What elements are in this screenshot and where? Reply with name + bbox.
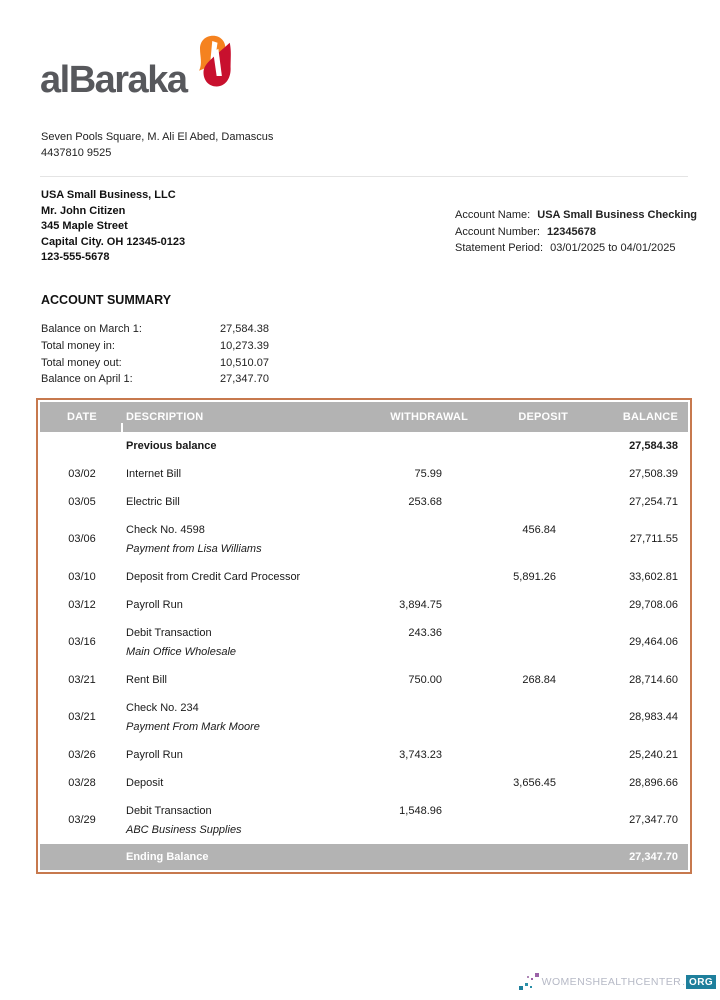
summary-row [41,321,381,338]
summary-value: 27,347.70 [220,373,269,386]
column-header-date: DATE [40,402,124,432]
transaction-withdrawal: 750.00 [408,673,442,686]
transaction-row [40,666,688,694]
empty-cell [40,432,124,460]
transaction-deposit [478,694,578,741]
account-info-row [455,224,697,241]
transaction-date: 03/06 [68,533,96,545]
transaction-deposit: 268.84 [522,673,556,686]
account-info-label: Statement Period: [455,242,544,254]
transactions-table [36,398,692,874]
customer-line: 123-555-5678 [41,251,110,263]
watermark-badge: ORG [686,975,716,989]
transaction-row [40,460,688,488]
transaction-row [40,619,688,666]
customer-address-block [41,188,185,266]
summary-value: 27,584.38 [220,323,269,335]
transaction-balance: 28,714.60 [629,673,678,686]
transaction-description: Check No. 234 [126,701,199,714]
previous-balance-row [40,432,688,460]
transaction-description-cell [124,769,358,797]
transaction-date: 03/21 [68,673,96,686]
account-info-row [455,240,697,257]
transaction-balance: 28,983.44 [629,711,678,723]
brand-logo [40,34,237,99]
transaction-row [40,741,688,769]
transaction-date: 03/16 [68,636,96,648]
transaction-withdrawal: 1,548.96 [399,804,442,817]
transaction-description: Debit Transaction [126,626,212,639]
transaction-withdrawal [358,769,478,797]
transaction-balance: 27,254.71 [629,495,678,508]
summary-row [41,338,381,355]
transaction-note: ABC Business Supplies [126,823,242,836]
transaction-date: 03/05 [68,495,96,508]
transaction-description-cell [124,619,358,666]
empty-cell [358,432,478,460]
account-info-value: USA Small Business Checking [537,209,698,221]
customer-line: Capital City. OH 12345-0123 [41,235,186,248]
transaction-description: Deposit [126,776,164,789]
transaction-description-cell [124,488,358,516]
transaction-withdrawal [358,563,478,591]
transaction-note: Main Office Wholesale [126,645,237,658]
transaction-deposit [478,741,578,769]
transaction-balance: 29,708.06 [629,598,678,611]
ending-balance-row [40,844,688,870]
transaction-date: 03/10 [68,570,96,583]
transaction-row [40,563,688,591]
transaction-balance: 27,347.70 [629,814,678,826]
transaction-balance: 33,602.81 [629,570,678,583]
transaction-description: Rent Bill [126,673,167,686]
transaction-row [40,769,688,797]
site-watermark [518,972,716,992]
transaction-withdrawal: 243.36 [408,626,442,639]
account-info-label: Account Name: [455,209,531,221]
summary-row [41,355,381,372]
transaction-description-cell [124,591,358,619]
transaction-date: 03/12 [68,598,96,611]
transaction-date: 03/29 [68,814,96,826]
watermark-text: WOMENSHEALTHCENTER [541,976,682,988]
transaction-date: 03/28 [68,776,96,789]
transaction-row [40,488,688,516]
transaction-deposit [478,797,578,844]
table-header-row [40,402,688,432]
transaction-description: Payroll Run [126,598,183,611]
previous-balance-value: 27,584.38 [629,439,678,452]
transaction-note: Payment from Lisa Williams [126,542,262,555]
brand-logo-text: alBaraka [40,59,187,101]
transaction-description: Payroll Run [126,748,183,761]
empty-cell [358,844,478,870]
account-info-label: Account Number: [455,225,540,238]
albaraka-flame-icon [191,34,237,95]
transaction-balance: 29,464.06 [629,636,678,648]
previous-balance-label: Previous balance [126,439,217,452]
transaction-balance: 27,711.55 [629,533,678,545]
bank-address-block [41,129,273,161]
transaction-description: Electric Bill [126,495,180,508]
summary-label: Total money out: [41,356,122,369]
transaction-deposit: 456.84 [522,523,556,536]
account-summary-block [41,321,381,388]
bank-phone: 4437810 9525 [41,147,112,159]
watermark-separator: . [682,976,686,988]
transaction-row [40,591,688,619]
column-header-deposit: DEPOSIT [478,402,578,432]
transaction-deposit [478,619,578,666]
transaction-description-cell [124,516,358,563]
transaction-description-cell [124,797,358,844]
transaction-description: Check No. 4598 [126,523,205,536]
empty-cell [478,432,578,460]
customer-line: USA Small Business, LLC [41,189,176,201]
account-info-block [455,207,697,257]
transaction-description: Debit Transaction [126,804,212,817]
bank-address-line: Seven Pools Square, M. Ali El Abed, Damascus [41,131,274,143]
transaction-balance: 27,508.39 [629,467,678,480]
summary-value: 10,510.07 [220,356,269,369]
transaction-row [40,694,688,741]
account-summary-title: ACCOUNT SUMMARY [41,293,172,307]
transaction-withdrawal: 3,743.23 [399,748,442,761]
empty-cell [40,844,124,870]
column-header-description: DESCRIPTION [124,402,358,432]
transaction-description-cell [124,563,358,591]
summary-label: Total money in: [41,339,115,352]
section-divider [40,176,688,177]
transaction-date: 03/21 [68,711,96,723]
transaction-description-cell [124,666,358,694]
summary-row [41,371,381,388]
transaction-row [40,797,688,844]
account-info-value: 12345678 [547,225,596,238]
column-header-balance: BALANCE [578,402,688,432]
transaction-description-cell [124,694,358,741]
sparkle-icon [518,972,540,992]
transaction-withdrawal [358,516,478,563]
transaction-note: Payment From Mark Moore [126,720,260,733]
customer-line: Mr. John Citizen [41,204,126,217]
transaction-date: 03/26 [68,748,96,761]
transaction-withdrawal [358,694,478,741]
transaction-deposit [478,591,578,619]
transaction-withdrawal: 3,894.75 [399,598,442,611]
customer-line: 345 Maple Street [41,220,128,232]
transaction-deposit: 3,656.45 [513,776,556,789]
transaction-description-cell [124,741,358,769]
summary-label: Balance on April 1: [41,373,133,386]
transaction-balance: 25,240.21 [629,748,678,761]
summary-value: 10,273.39 [220,339,269,352]
ending-balance-label: Ending Balance [124,844,358,870]
account-info-value: 03/01/2025 to 04/01/2025 [550,242,676,254]
ending-balance-value: 27,347.70 [578,844,688,870]
transaction-balance: 28,896.66 [629,776,678,789]
transaction-row [40,516,688,563]
transaction-description: Internet Bill [126,467,182,480]
summary-label: Balance on March 1: [41,323,142,335]
transaction-deposit [478,488,578,516]
transaction-deposit [478,460,578,488]
transaction-description: Deposit from Credit Card Processor [126,570,301,583]
account-info-row [455,207,697,224]
transaction-withdrawal: 75.99 [414,467,442,480]
transaction-date: 03/02 [68,467,96,480]
transaction-deposit: 5,891.26 [513,570,556,583]
transaction-description-cell [124,460,358,488]
empty-cell [478,844,578,870]
column-header-withdrawal: WITHDRAWAL [358,402,478,432]
transaction-withdrawal: 253.68 [408,495,442,508]
